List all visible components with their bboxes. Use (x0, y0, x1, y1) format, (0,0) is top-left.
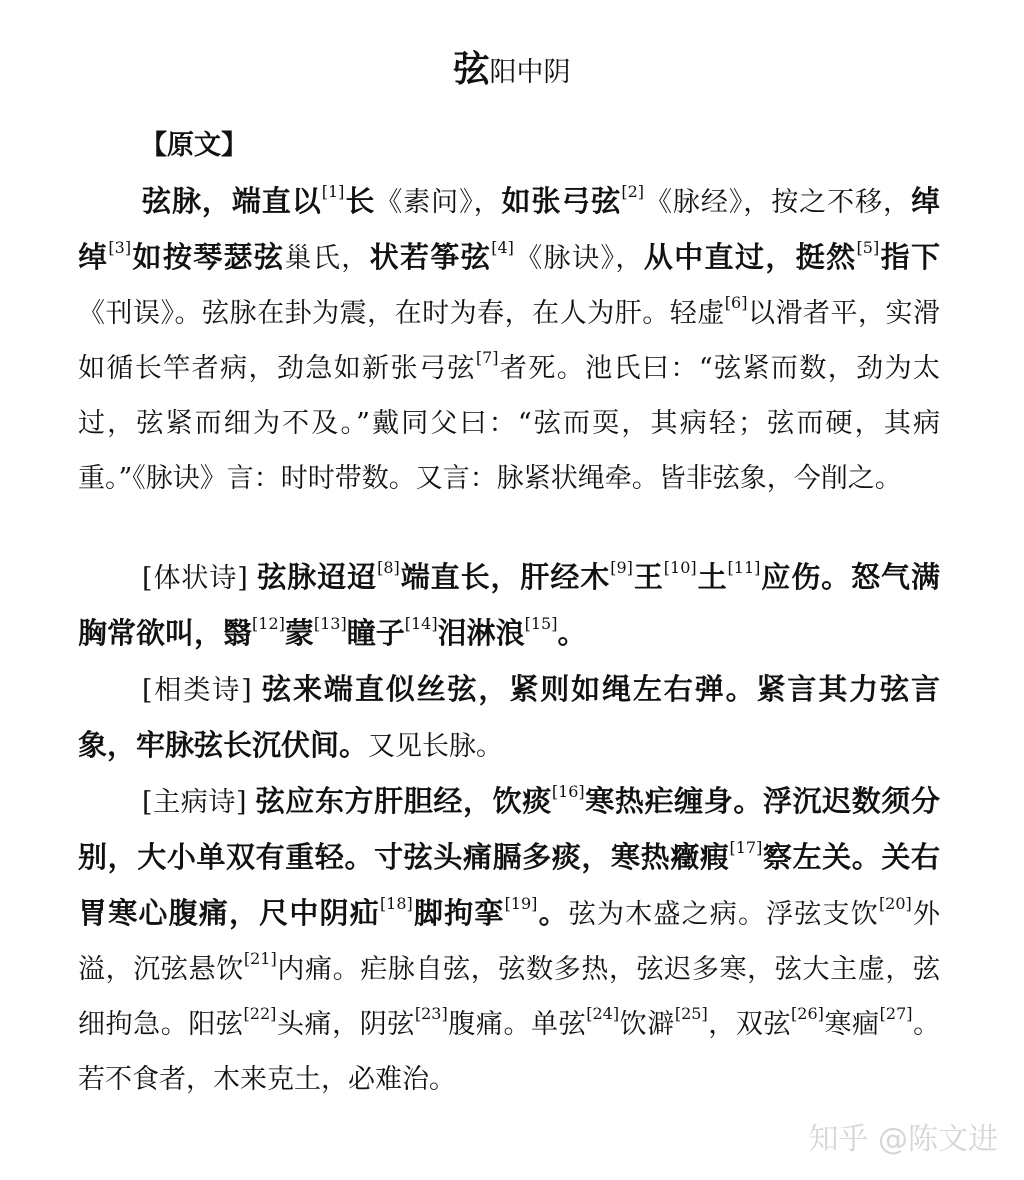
footnote-ref: [5] (856, 238, 880, 257)
paragraph-similar-poem (78, 662, 940, 774)
text-run: 蒙 (284, 616, 314, 650)
footnote-ref: [15] (524, 614, 558, 633)
text-run: 。 (557, 616, 587, 650)
footnote-ref: [25] (674, 1004, 708, 1023)
commentary: 以滑者平，实滑如循长竿者病，劲急如新张弓弦 (78, 298, 941, 384)
footnote-ref: [7] (475, 348, 499, 367)
footnote-ref: [4] (491, 238, 514, 257)
footnote-ref: [3] (108, 238, 132, 257)
commentary: 饮澼 (619, 1009, 675, 1040)
commentary: 戴同父曰：“弦而耎，其病轻；弦而硬，其病重。”《脉诀》言：时时带数。又言：脉紧状绳牵。皆非弦象，今削之。 (78, 408, 940, 494)
footnote-ref: [26] (791, 1004, 824, 1023)
watermark: 知乎 @陈文进 (808, 1122, 998, 1157)
footnote-ref: [24] (586, 1004, 620, 1023)
footnote-ref: [8] (377, 558, 400, 577)
text-run: 王 (632, 560, 664, 594)
text-run: 弦应东方肝胆经，饮痰 (255, 784, 552, 818)
paragraph-original (78, 174, 940, 506)
commentary: 弦为木盛之病。浮弦支饮 (568, 899, 879, 930)
commentary: 《刊误》。弦脉在卦为震，在时为春，在人为肝。轻虚 (78, 298, 725, 329)
commentary: 头痛，阴弦 (276, 1009, 415, 1040)
footnote-ref: [18] (379, 894, 413, 913)
text-run: 长 (344, 184, 376, 218)
text-run: 指下 (879, 240, 940, 274)
commentary: 内痛。疟脉自弦，弦数多热，弦迟多寒，弦大主虚，弦细拘急。阳弦 (78, 954, 941, 1040)
footnote-ref: [22] (243, 1004, 277, 1023)
text-run: 察左关。关右胃寒心腹痛，尺中阴疝 (78, 840, 940, 930)
text-run: 寒热疟缠身。浮沉迟数须分别，大小单双有重轻。寸弦头痛膈多痰，寒热癥瘕 (78, 784, 940, 874)
commentary: 又见长脉。 (368, 731, 504, 762)
footnote-ref: [13] (313, 614, 347, 633)
footnote-ref: [23] (414, 1004, 448, 1023)
footnote-ref: [12] (252, 614, 285, 633)
text-run: 瞳子 (346, 616, 405, 650)
text-run: 状若筝弦 (369, 240, 492, 274)
source-note: 《脉经》，按之不移， (644, 187, 911, 218)
text-run: 。 (537, 896, 569, 930)
text-run: 泪淋浪 (437, 616, 525, 650)
title-sub: 阳中阴 (489, 57, 571, 88)
footnote-ref: [20] (878, 894, 912, 913)
text-run: 如按琴瑟弦 (131, 240, 285, 274)
poem-label: [主病诗] (142, 787, 247, 818)
footnote-ref: [17] (729, 838, 763, 857)
text-run: 弦脉，端直以 (142, 184, 322, 218)
commentary: ，双弦 (707, 1009, 792, 1040)
commentary: 外溢，沉弦悬饮 (78, 899, 940, 985)
text-run: 脚拘挛 (412, 896, 505, 930)
text-run: 绰绰 (78, 184, 940, 274)
text-run: 如张弓弦 (501, 184, 622, 218)
source-note: 《素问》， (375, 187, 502, 218)
paragraph-disease-poem (78, 774, 940, 1107)
commentary: 寒痼 (823, 1009, 880, 1040)
footnote-ref: [27] (879, 1004, 913, 1023)
text-run: 土 (696, 560, 728, 594)
source-note: 巢氏， (284, 243, 370, 274)
footnote-ref: [6] (724, 293, 748, 312)
footnote-ref: [16] (551, 782, 585, 801)
paragraph-form-poem (78, 550, 940, 662)
footnote-ref: [1] (321, 182, 345, 201)
commentary: 者死。池氏曰：“弦紧而数，劲为太过，弦紧而细为不及。” (78, 353, 940, 439)
commentary: 。若不食者，木来克土，必难治。 (78, 1009, 941, 1095)
page-title (0, 48, 1024, 98)
footnote-ref: [19] (504, 894, 538, 913)
text-run: 应伤。怒气满胸常欲叫，翳 (78, 560, 940, 650)
footnote-ref: [10] (663, 558, 697, 577)
poem-label: [相类诗] (142, 675, 252, 706)
text-run: 从中直过，挺然 (643, 240, 857, 274)
footnote-ref: [11] (727, 558, 761, 577)
title-main: 弦 (453, 49, 490, 90)
footnote-ref: [9] (610, 558, 633, 577)
text-run: 端直长，肝经木 (399, 560, 611, 594)
section-heading: 【原文】 (140, 130, 248, 161)
footnote-ref: [21] (243, 949, 277, 968)
footnote-ref: [2] (621, 182, 645, 201)
source-note: 《脉诀》， (513, 243, 644, 274)
poem-label: [体状诗] (142, 563, 248, 594)
footnote-ref: [14] (404, 614, 438, 633)
commentary: 腹痛。单弦 (447, 1009, 587, 1040)
text-run: 弦脉迢迢 (257, 560, 378, 594)
text-run: 弦来端直似丝弦，紧则如绳左右弹。紧言其力弦言象，牢脉弦长沉伏间。 (78, 672, 940, 762)
